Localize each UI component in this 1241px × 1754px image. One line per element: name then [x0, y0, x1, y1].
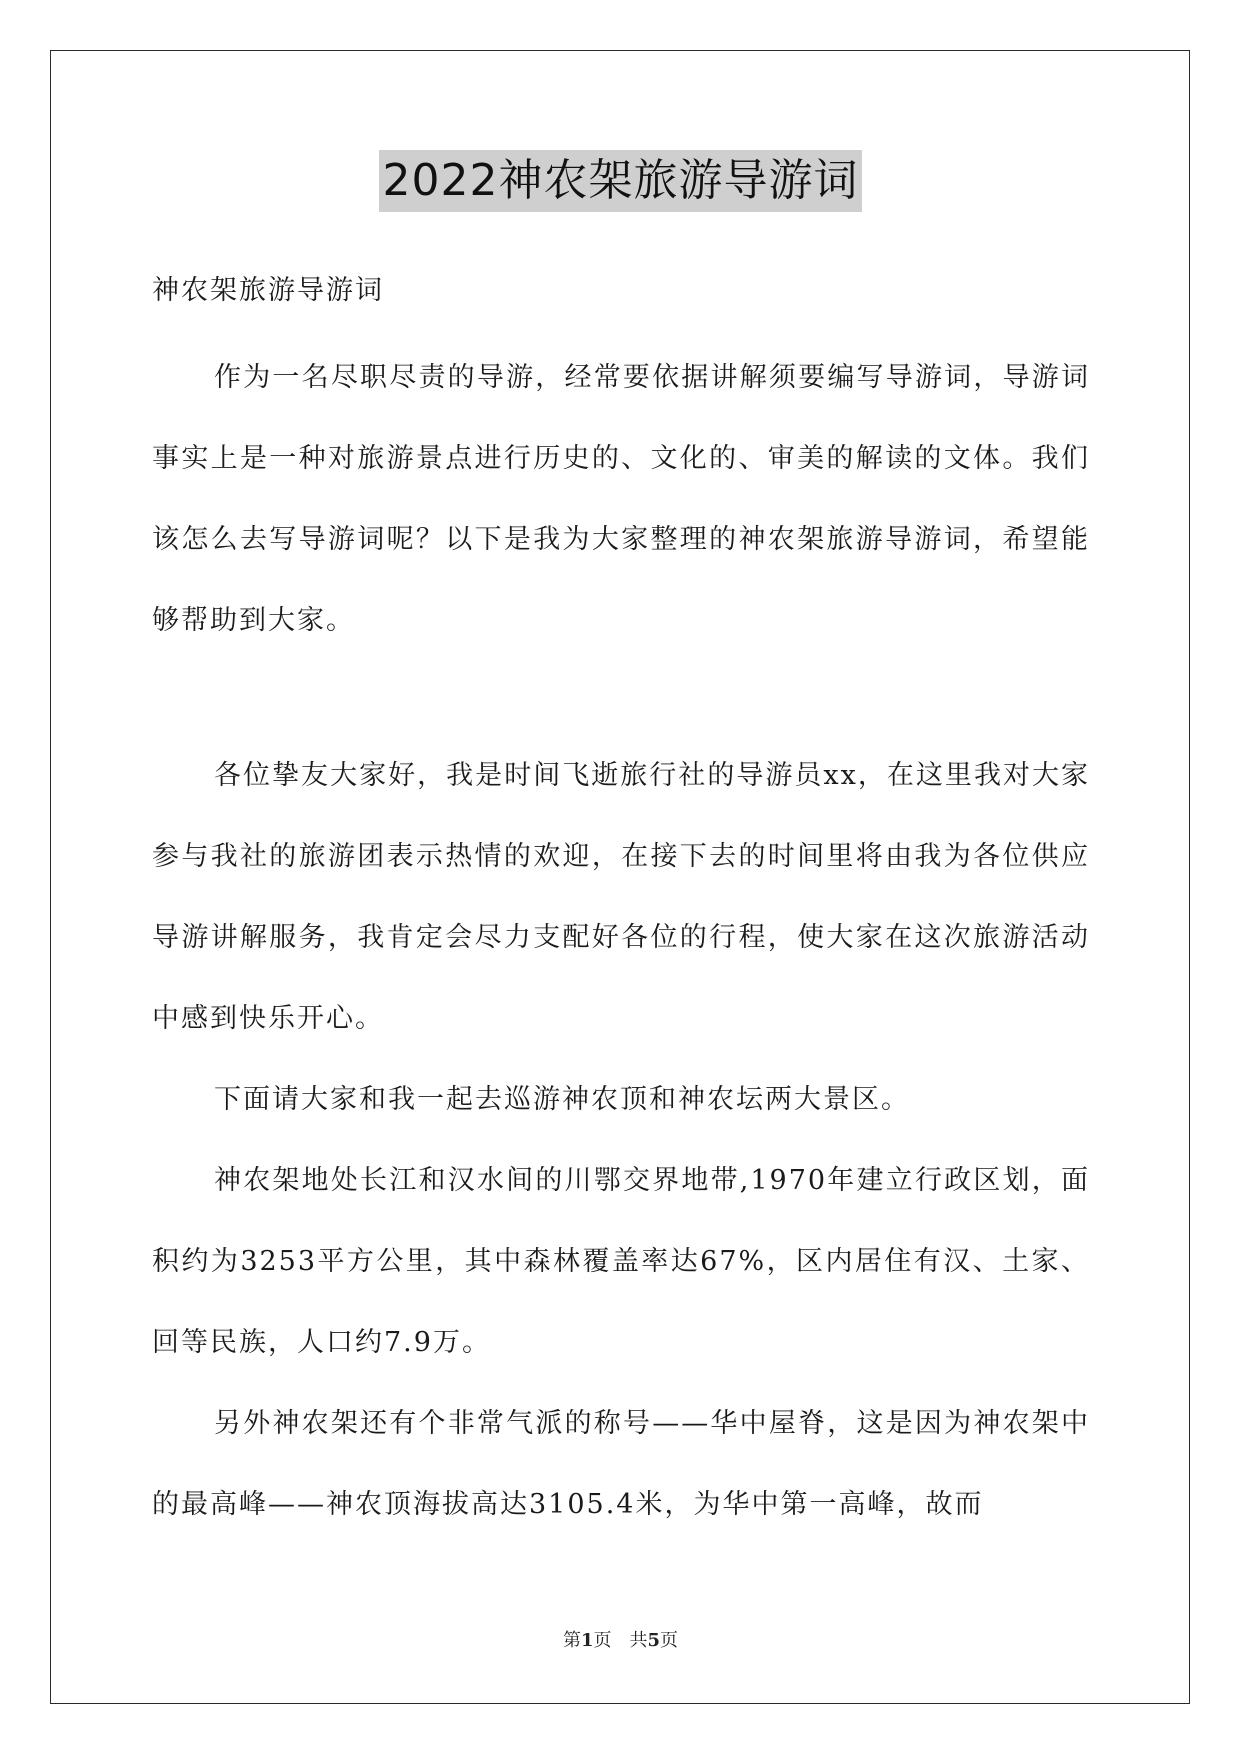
- footer-page-prefix: 第: [562, 1630, 581, 1651]
- footer-page-suffix: 页: [660, 1630, 679, 1651]
- footer-page-mid: 页 共: [593, 1630, 648, 1651]
- document-body: [152, 262, 1090, 1545]
- document-title: 2022神农架旅游导游词: [379, 150, 863, 212]
- page-footer: [0, 1626, 1241, 1652]
- paragraph-highest-peak: 另外神农架还有个非常气派的称号——华中屋脊，这是因为神农架中的最高峰——神农顶海拔高达3105.4米，为华中第一高峰，故而: [152, 1408, 1090, 1520]
- title-container: [0, 150, 1241, 212]
- paragraph-greeting: 各位挚友大家好，我是时间飞逝旅行社的导游员xx，在这里我对大家参与我社的旅游团表示热情的欢迎，在接下去的时间里将由我为各位供应导游讲解服务，我肯定会尽力支配好各位的行程，使大家在这次旅游活动中感到快乐开心。: [152, 760, 1090, 1034]
- footer-page-current: 1: [580, 1630, 594, 1651]
- footer-page-total: 5: [647, 1630, 661, 1651]
- paragraph-intro: 作为一名尽职尽责的导游，经常要依据讲解须要编写导游词，导游词事实上是一种对旅游景点进行历史的、文化的、审美的解读的文体。我们该怎么去写导游词呢？以下是我为大家整理的神农架旅游导游词，希望能够帮助到大家。: [152, 362, 1090, 636]
- paragraph-geography: 神农架地处长江和汉水间的川鄂交界地带,1970年建立行政区划，面积约为3253平方公里，其中森林覆盖率达67%，区内居住有汉、土家、回等民族，人口约7.9万。: [152, 1165, 1090, 1358]
- document-subtitle: 神农架旅游导游词: [152, 275, 384, 306]
- paragraph-tour-plan: 下面请大家和我一起去巡游神农顶和神农坛两大景区。: [214, 1084, 910, 1115]
